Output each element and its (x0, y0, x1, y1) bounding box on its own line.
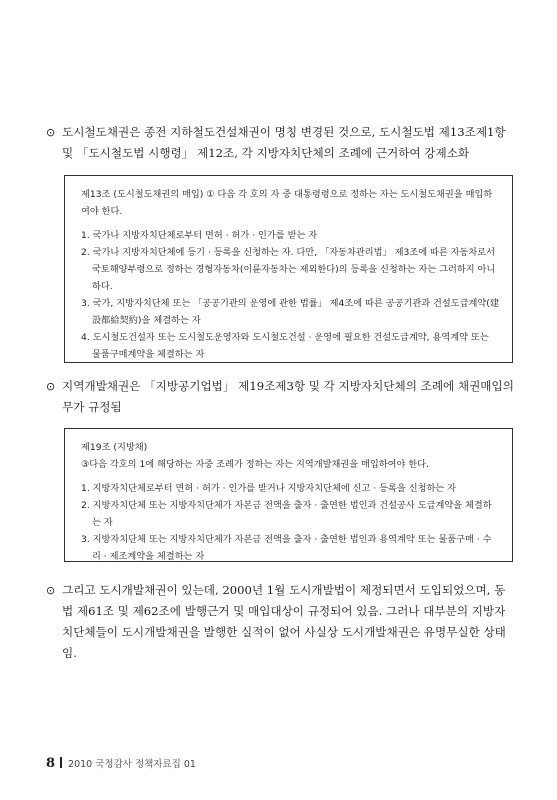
article-item: 2. 국가나 지방자치단체에 등기 · 등록을 신청하는 자. 다만, 「자동차관리법」 제3조에 따른 자동차로서 국토해양부령으로 정하는 경형자동차(이륜자동차는 제외한다)의 등록을 신청하는 자는 그러하지 아니하다. (81, 247, 496, 292)
circle-bullet-icon: ⊙ (46, 584, 56, 597)
article-heading: 제13조 (도시철도채권의 매입) ① 다음 각 호의 자 중 대통령령으로 정하는 자는 도시철도채권을 매입하여야 한다. (81, 189, 493, 217)
law-excerpt-box-article-13 (64, 175, 513, 363)
circle-bullet-icon: ⊙ (46, 380, 56, 393)
paragraph-text: 도시철도채권은 종전 지하철도건설채권이 명칭 변경된 것으로, 도시철도법 제13조제1항 및 「도시철도법 시행령」 제12조, 각 지방자치단체의 조례에 근거하여 강제소화 (62, 125, 506, 160)
article-item: 2. 지방자치단체 또는 지방자치단체가 자본금 전액을 출자 · 출연한 법인과 건설공사 도급계약을 체결하는 자 (81, 500, 492, 528)
footer-divider (60, 757, 62, 768)
circle-bullet-icon: ⊙ (46, 126, 56, 139)
article-item: 3. 국가, 지방자치단체 또는 「공공기관의 운영에 관한 법률」 제4조에 따른 공공기관과 건설도급계약(建設都給契約)을 체결하는 자 (81, 298, 500, 326)
page-footer (46, 752, 196, 771)
paragraph-text: 지역개발채권은 「지방공기업법」 제19조제3항 및 각 지방자치단체의 조례에 채권매입의무가 규정됨 (62, 379, 514, 414)
bullet-paragraph-regional-development-bond (46, 376, 516, 418)
article-item: 4. 도시철도건설자 또는 도시철도운영자와 도시철도건설 · 운영에 필요한 건설도급계약, 용역계약 또는 물품구매계약을 체결하는 자 (81, 332, 489, 360)
article-item: 1. 국가나 지방자치단체로부터 면허 · 허가 · 인가를 받는 자 (81, 230, 318, 241)
bullet-paragraph-urban-railway-bond (46, 122, 516, 164)
bullet-paragraph-urban-development-bond (46, 580, 516, 664)
publication-title: 2010 국정감사 정책자료집 01 (68, 759, 196, 770)
law-excerpt-box-article-19 (64, 428, 513, 562)
article-item: 1. 지방자치단체로부터 면허 · 허가 · 인가를 받거나 지방자치단체에 신고 · 등록을 신청하는 자 (81, 483, 456, 494)
article-heading: 제19조 (지방채) (81, 442, 148, 453)
page-number: 8 (46, 756, 56, 771)
article-item: 3. 지방자치단체 또는 지방자치단체가 자본금 전액을 출자 · 출연한 법인과 용역계약 또는 물품구매 · 수리 · 제조계약을 체결하는 자 (81, 534, 492, 562)
article-subheading: ③다음 각호의 1에 해당하는 자중 조례가 정하는 자는 지역개발채권을 매입하여야 한다. (81, 459, 429, 470)
paragraph-text: 그리고 도시개발채권이 있는데, 2000년 1월 도시개발법이 제정되면서 도입되었으며, 동 법 제61조 및 제62조에 발행근거 및 매입대상이 규정되어 있음. 그러나 대부분의 지방자치단체들이 도시개발채권을 발행한 실적이 없어 사실상 도시개발채권은 유명무실한 상태임. (62, 583, 506, 660)
